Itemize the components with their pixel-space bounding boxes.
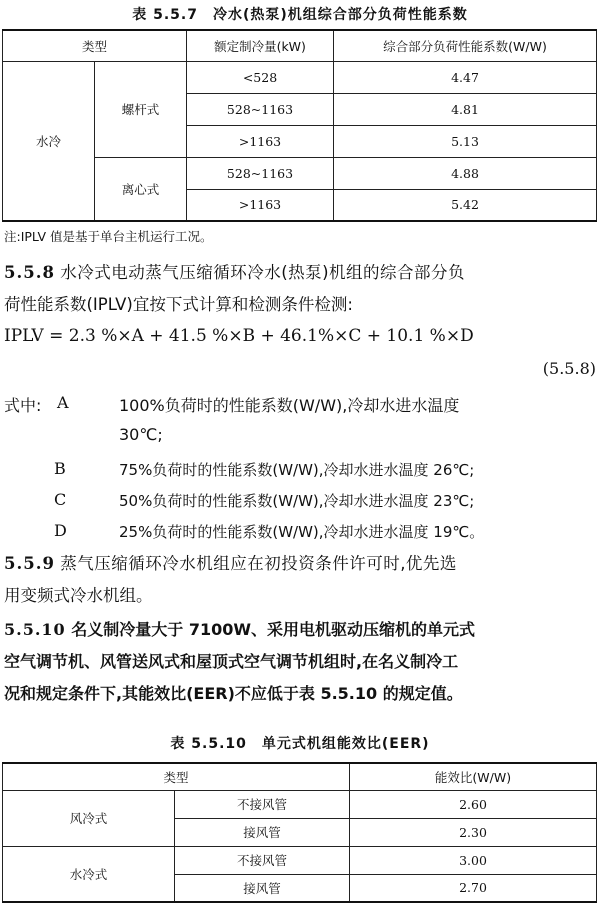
type-cell: 接风管 bbox=[175, 874, 350, 902]
paragraph-line: 况和规定条件下,其能效比(EER)不应低于表 5.5.10 的规定值。 bbox=[4, 684, 463, 703]
paragraph-line: 荷性能系数(IPLV)宜按下式计算和检测条件检测: bbox=[4, 295, 353, 314]
table-5-5-7-caption: 表 5.5.7 冷水(热泵)机组综合部分负荷性能系数 bbox=[132, 7, 468, 23]
value-cell: 4.81 bbox=[334, 93, 597, 125]
type-cell: 不接风管 bbox=[175, 790, 350, 818]
equation-number: (5.5.8) bbox=[542, 359, 596, 378]
section-number: 5.5.9 bbox=[4, 554, 55, 573]
header-type: 类型 bbox=[3, 30, 187, 61]
iplv-formula: IPLV = 2.3 %×A + 41.5 %×B + 46.1%×C + 10.1 %×D bbox=[4, 326, 474, 346]
value-cell: 2.30 bbox=[350, 818, 597, 846]
table-row bbox=[3, 846, 597, 874]
table-header-row bbox=[3, 763, 597, 790]
capacity-cell: >1163 bbox=[187, 125, 334, 157]
subtype-screw: 螺杆式 bbox=[95, 61, 187, 157]
def-label: C bbox=[54, 490, 67, 509]
value-cell: 3.00 bbox=[350, 846, 597, 874]
table-5-5-10 bbox=[2, 762, 597, 903]
table-5-5-10-caption: 表 5.5.10 单元式机组能效比(EER) bbox=[170, 736, 430, 752]
header-capacity: 额定制冷量(kW) bbox=[187, 30, 334, 61]
where-label: 式中: bbox=[4, 396, 42, 415]
header-iplv: 综合部分负荷性能系数(W/W) bbox=[334, 30, 597, 61]
paragraph-line: 用变频式冷水机组。 bbox=[4, 586, 153, 605]
def-label: D bbox=[54, 521, 67, 540]
table-row bbox=[3, 790, 597, 818]
value-cell: 2.70 bbox=[350, 874, 597, 902]
def-text: 75%负荷时的性能系数(W/W),冷却水进水温度 26℃; bbox=[119, 461, 475, 479]
section-5-5-9 bbox=[4, 548, 598, 612]
paragraph-line: 空气调节机、风管送风式和屋顶式空气调节机组时,在名义制冷工 bbox=[4, 652, 459, 671]
group-water-cooled: 水冷 bbox=[3, 61, 95, 221]
def-label: A bbox=[57, 393, 69, 412]
value-cell: 4.88 bbox=[334, 157, 597, 189]
table-5-5-7 bbox=[2, 29, 597, 222]
def-text: 25%负荷时的性能系数(W/W),冷却水进水温度 19℃。 bbox=[119, 523, 485, 541]
section-number: 5.5.10 bbox=[4, 620, 66, 639]
def-text: 100%负荷时的性能系数(W/W),冷却水进水温度 bbox=[119, 396, 460, 415]
capacity-cell: >1163 bbox=[187, 189, 334, 221]
def-text: 50%负荷时的性能系数(W/W),冷却水进水温度 23℃; bbox=[119, 492, 475, 510]
def-label: B bbox=[54, 459, 66, 478]
paragraph-line: 水冷式电动蒸气压缩循环冷水(热泵)机组的综合部分负 bbox=[60, 263, 466, 282]
type-cell: 不接风管 bbox=[175, 846, 350, 874]
value-cell: 2.60 bbox=[350, 790, 597, 818]
table-header-row bbox=[3, 30, 597, 61]
table-row bbox=[3, 61, 597, 93]
def-text: 30℃; bbox=[119, 425, 163, 444]
value-cell: 5.13 bbox=[334, 125, 597, 157]
section-5-5-8 bbox=[4, 257, 598, 321]
type-cell: 接风管 bbox=[175, 818, 350, 846]
subtype-centrifugal: 离心式 bbox=[95, 157, 187, 221]
capacity-cell: <528 bbox=[187, 61, 334, 93]
section-number: 5.5.8 bbox=[4, 263, 55, 282]
capacity-cell: 528~1163 bbox=[187, 157, 334, 189]
group-water-cooled: 水冷式 bbox=[3, 846, 175, 902]
header-type: 类型 bbox=[3, 763, 350, 790]
value-cell: 4.47 bbox=[334, 61, 597, 93]
value-cell: 5.42 bbox=[334, 189, 597, 221]
table-note: 注:IPLV 值是基于单台主机运行工况。 bbox=[4, 229, 213, 244]
paragraph-line: 蒸气压缩循环冷水机组应在初投资条件许可时,优先选 bbox=[60, 554, 457, 573]
group-air-cooled: 风冷式 bbox=[3, 790, 175, 846]
capacity-cell: 528~1163 bbox=[187, 93, 334, 125]
header-eer: 能效比(W/W) bbox=[350, 763, 597, 790]
section-5-5-10 bbox=[4, 614, 598, 710]
paragraph-line: 名义制冷量大于 7100W、采用电机驱动压缩机的单元式 bbox=[71, 620, 476, 639]
